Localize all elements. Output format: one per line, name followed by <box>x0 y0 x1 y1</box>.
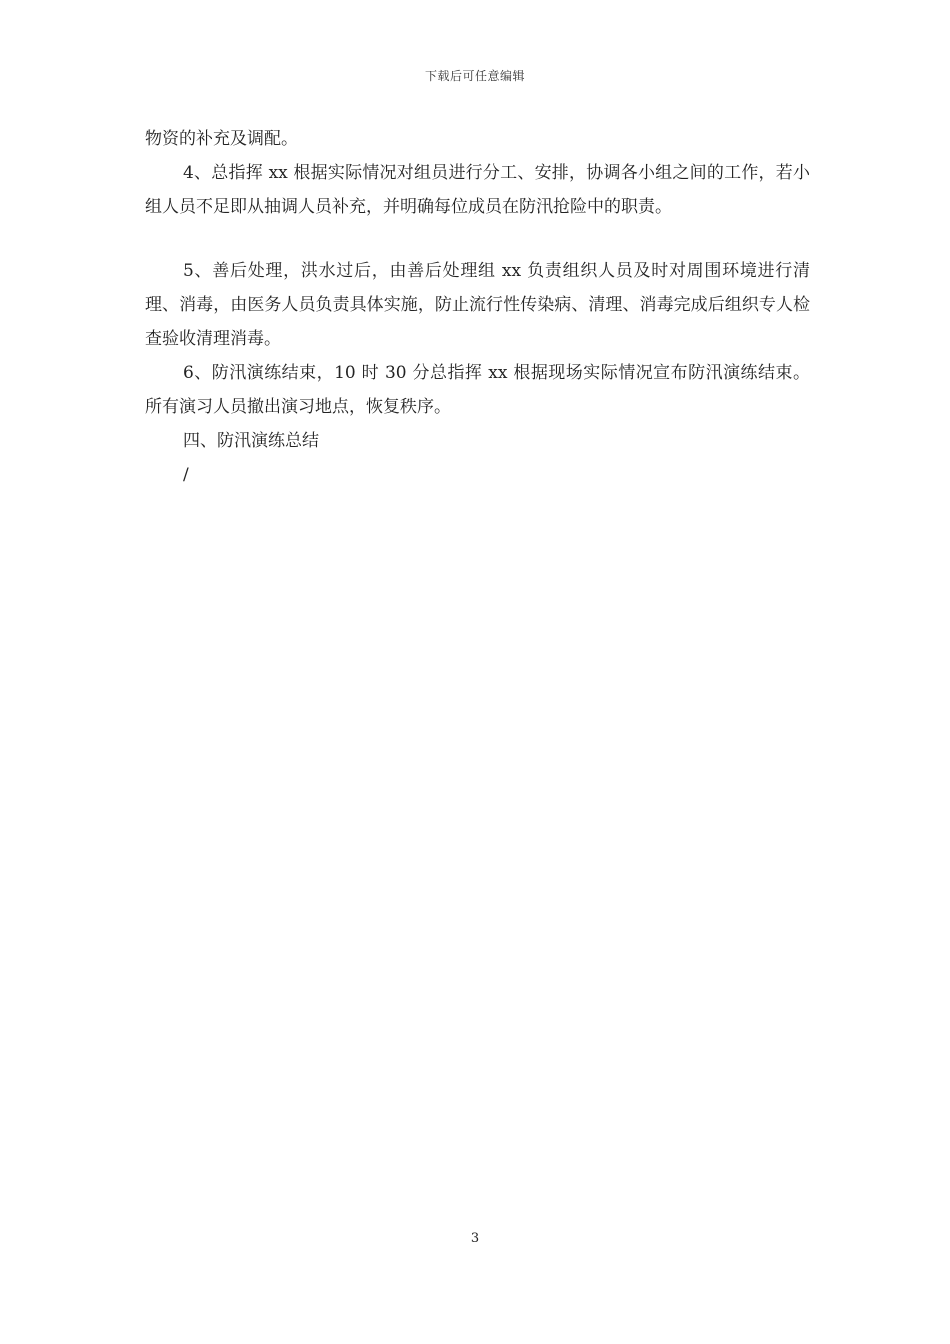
slash-line: / <box>183 465 189 485</box>
document-body <box>145 122 810 492</box>
page-number: 3 <box>470 1231 480 1246</box>
paragraph-item-6: 6、防汛演练结束，10 时 30 分总指挥 xx 根据现场实际情况宣布防汛演练结束。所有演习人员撤出演习地点，恢复秩序。 <box>145 363 810 417</box>
section-heading-summary: 四、防汛演练总结 <box>183 431 319 451</box>
paragraph-item-5: 5、善后处理，洪水过后，由善后处理组 xx 负责组织人员及时对周围环境进行清理、消毒，由医务人员负责具体实施，防止流行性传染病、清理、消毒完成后组织专人检查验收清理消毒。 <box>145 261 810 349</box>
page-header: 下载后可任意编辑 <box>424 69 525 83</box>
paragraph-item-4: 4、总指挥 xx 根据实际情况对组员进行分工、安排，协调各小组之间的工作，若小组人员不足即从抽调人员补充，并明确每位成员在防汛抢险中的职责。 <box>145 163 810 217</box>
paragraph-continuation: 物资的补充及调配。 <box>145 129 298 149</box>
